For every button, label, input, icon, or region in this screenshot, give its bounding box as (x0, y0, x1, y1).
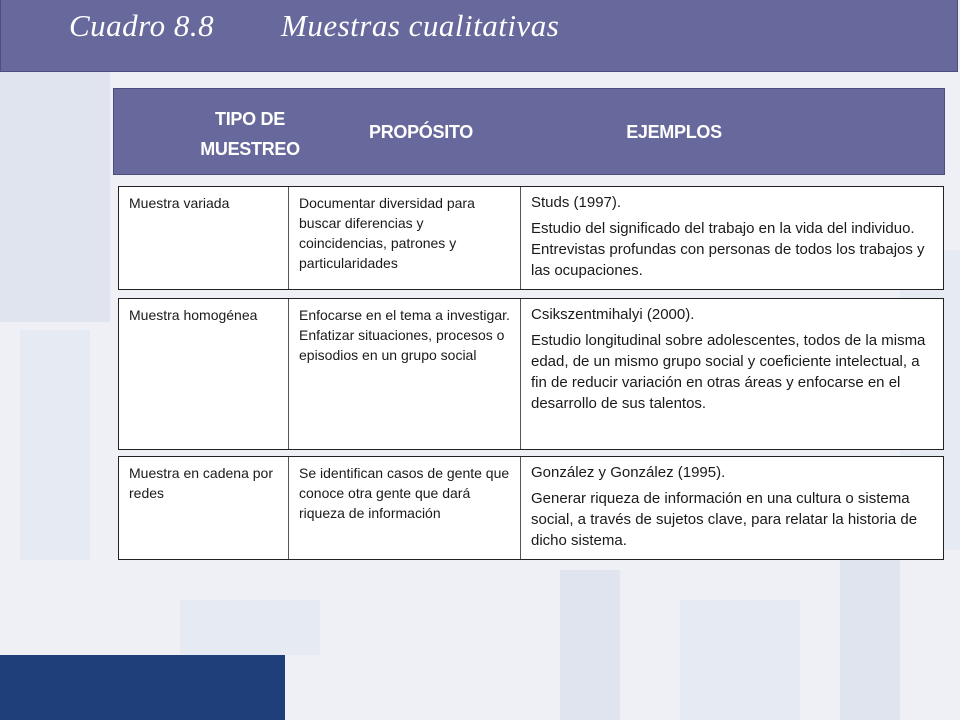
page-title (69, 8, 559, 44)
example-description: Estudio del significado del trabajo en la vida del individuo. Entrevistas profundas con personas de todos los trabajos y las ocupaciones. (531, 220, 925, 279)
table-header (113, 88, 945, 175)
example-description: Generar riqueza de información en una cultura o sistema social, a través de sujetos clave, para relatar la historia de dicho sistema. (531, 490, 918, 549)
header-proposito: PROPÓSITO (369, 122, 473, 142)
example-citation: Csikszentmihalyi (2000). (531, 306, 695, 323)
cell-proposito: Enfocarse en el tema a investigar. Enfatizar situaciones, procesos o episodios en un grupo social (289, 299, 521, 449)
cell-ejemplos (521, 299, 943, 449)
header-ejemplos: EJEMPLOS (626, 122, 722, 142)
cell-tipo: Muestra en cadena por redes (119, 457, 289, 559)
bottom-band (0, 655, 285, 720)
cell-proposito: Documentar diversidad para buscar diferencias y coincidencias, patrones y particularidades (289, 187, 521, 289)
table-row (118, 186, 944, 290)
header-tipo: TIPO DE MUESTREO (200, 109, 300, 159)
cell-tipo: Muestra homogénea (119, 299, 289, 449)
cell-proposito: Se identifican casos de gente que conoce otra gente que dará riqueza de información (289, 457, 521, 559)
table-row (118, 298, 944, 450)
title-text: Muestras cualitativas (281, 8, 560, 43)
example-citation: González y González (1995). (531, 464, 726, 481)
example-citation: Studs (1997). (531, 194, 622, 211)
example-description: Estudio longitudinal sobre adolescentes, todos de la misma edad, de un mismo grupo social y coeficiente intelectual, a fin de reducir variación en otras áreas y enfocarse en el desarrollo de sus talentos. (531, 332, 926, 412)
title-label: Cuadro 8.8 (69, 8, 215, 43)
cell-ejemplos (521, 187, 943, 289)
table-row (118, 456, 944, 560)
cell-tipo: Muestra variada (119, 187, 289, 289)
title-bar (0, 0, 958, 72)
cell-ejemplos (521, 457, 943, 559)
